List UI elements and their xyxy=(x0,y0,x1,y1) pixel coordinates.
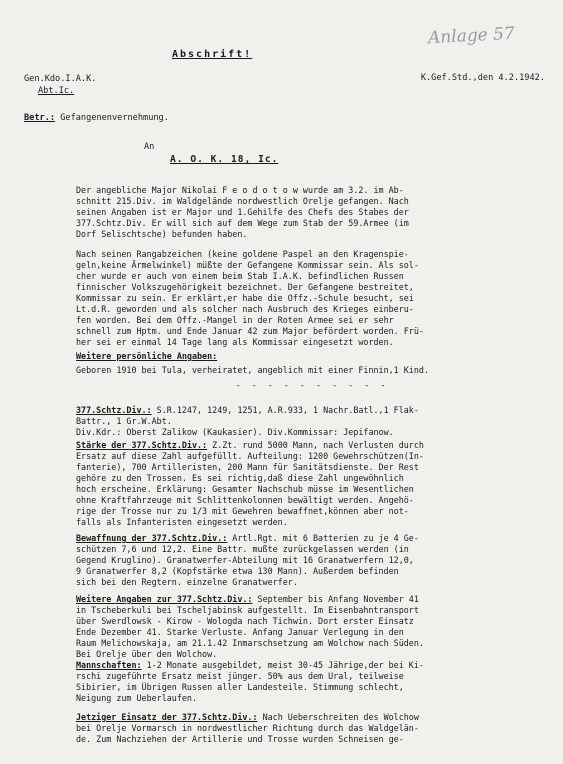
text-line: Der angebliche Major Nikolai F e o d o t o w wurde am 3.2. im Ab- xyxy=(76,185,404,195)
section-label: Weitere Angaben zur 377.Schtz.Div.: xyxy=(76,594,253,604)
subject-text: Gefangenenvernehmung. xyxy=(60,113,169,123)
text-line: Battr., 1 Gr.W.Abt. xyxy=(76,416,172,426)
text-line: Z.Zt. rund 5000 Mann, nach Verlusten durch xyxy=(207,440,424,450)
text-line: cher wurde er auch von einem beim Stab I.A.K. befindlichen Russen xyxy=(76,271,404,281)
text-line: Ersatz auf diese Zahl aufgefüllt. Aufteilung: 1200 Gewehrschützen(In- xyxy=(76,451,424,461)
text-line: Nach seinen Rangabzeichen (keine goldene Paspel an den Kragenspie- xyxy=(76,249,409,259)
document-title: Abschrift! xyxy=(172,49,253,60)
section-label: Mannschaften: xyxy=(76,660,142,670)
paragraph-rank xyxy=(76,249,548,348)
sender-line: Gen.Kdo.I.A.K. xyxy=(24,74,97,84)
recipient-name: A. O. K. 18, Ic. xyxy=(170,154,279,165)
recipient-prefix: An xyxy=(144,142,155,152)
division-section-4 xyxy=(76,660,548,704)
text-line: geln,keine Ärmelwinkel) müßte der Gefangene Kommissar sein. Als sol- xyxy=(76,260,419,270)
sender-block xyxy=(24,73,96,97)
text-line: Artl.Rgt. mit 6 Batterien zu je 4 Ge- xyxy=(227,533,419,543)
text-line: Div.Kdr.: Oberst Zalikow (Kaukasier). Div.Kommissar: Jepifanow. xyxy=(76,427,394,437)
text-line: September bis Anfang November 41 xyxy=(252,594,419,604)
text-line: über Swerdlowsk - Kirow - Wologda nach Tichwin. Dort erster Einsatz xyxy=(76,616,414,626)
subject-label: Betr.: xyxy=(24,113,56,123)
text-line: 377.Schtz.Div. Er will sich auf dem Wege zum Stab der 59.Armee (im xyxy=(76,218,409,228)
text-line: Geboren 1910 bei Tula, verheiratet, angeblich mit einer Finnin,1 Kind. xyxy=(76,365,429,375)
section-label: 377.Schtz.Div.: xyxy=(76,405,152,415)
paragraph-capture xyxy=(76,185,548,240)
text-line: rige der Trosse nur zu 1/3 mit Gewehren bewaffnet,können aber not- xyxy=(76,506,409,516)
text-line: Bei Orelje über den Wolchow. xyxy=(76,649,218,659)
text-line: in Tscheberkuli bei Tscheljabinsk aufgestellt. Im Eisenbahntransport xyxy=(76,605,419,615)
division-section-1 xyxy=(76,440,548,528)
subject-line xyxy=(24,113,169,123)
text-line: Raum Melichowskaja, am 21.1.42 Inmarschsetzung am Wolchow nach Süden. xyxy=(76,638,424,648)
text-line: gehöre zu den Trossen. Es sei richtig,daß diese Zahl ungewöhnlich xyxy=(76,473,404,483)
section-label: Jetziger Einsatz der 377.Schtz.Div.: xyxy=(76,712,258,722)
text-line: rschi zugeführte Ersatz meist jünger. 50% aus dem Ural, teilweise xyxy=(76,671,404,681)
section-label: Stärke der 377.Schtz.Div.: xyxy=(76,440,208,450)
text-line: hoch erscheine. Erklärung: Gesamter Nachschub müsse im Wesentlichen xyxy=(76,484,414,494)
personal-section xyxy=(76,351,548,391)
text-line: schützen 7,6 und 12,2. Eine Battr. mußte zurückgelassen werden (in xyxy=(76,544,409,554)
text-line: falls als Infanteristen eingesetzt werden. xyxy=(76,517,288,527)
division-section-0 xyxy=(76,405,548,438)
division-section-5 xyxy=(76,712,548,745)
text-line: sich bei den Regtern. einzelne Granatwerfer. xyxy=(76,577,298,587)
text-line: de. Zum Nachziehen der Artillerie und Trosse wurden Schneisen ge- xyxy=(76,734,404,744)
place-date: K.Gef.Std.,den 4.2.1942. xyxy=(420,73,545,83)
text-line: Neigung zum Ueberlaufen. xyxy=(76,693,198,703)
text-line: her sei er einmal 14 Tage lang als Kommissar eingesetzt worden. xyxy=(76,337,394,347)
text-line: schnitt 215.Div. im Waldgelände nordwestlich Orelje gefangen. Nach xyxy=(76,196,409,206)
text-line: 1-2 Monate ausgebildet, meist 30-45 Jährige,der bei Ki- xyxy=(141,660,424,670)
text-line: S.R.1247, 1249, 1251, A.R.933, 1 Nachr.Batl.,1 Flak- xyxy=(151,405,419,415)
section-label: Bewaffnung der 377.Schtz.Div.: xyxy=(76,533,228,543)
text-line: 9 Granatwerfer 8,2 (Kopfstärke etwa 130 Mann). Außerdem befinden xyxy=(76,566,399,576)
text-line: Kommissar zu sein. Er erklärt,er habe die Offz.-Schule besucht, sei xyxy=(76,293,414,303)
division-section-3 xyxy=(76,594,548,660)
text-line: finnischer Volkszugehörigkeit bezeichnet. Der Gefangene bestreitet, xyxy=(76,282,414,292)
section-heading: Weitere persönliche Angaben: xyxy=(76,351,218,361)
text-line: ohne Kraftfahrzeuge mit Schlittenkolonnen bewältigt werden. Angehö- xyxy=(76,495,414,505)
text-line: Sibirier, im Übrigen Russen aller Landesteile. Stimmung schlecht, xyxy=(76,682,404,692)
text-line: Ende Dezember 41. Starke Verluste. Anfang Januar Verlegung in den xyxy=(76,627,404,637)
text-line: Dorf Selischtsche) befunden haben. xyxy=(76,229,248,239)
text-line: fen worden. Bei dem Offz.-Mangel in der Roten Armee sei er sehr xyxy=(76,315,394,325)
division-section-2 xyxy=(76,533,548,588)
text-line: seinen Angaben ist er Major und 1.Gehilfe des Chefs des Stabes der xyxy=(76,207,409,217)
separator-line: - - - - - - - - - - xyxy=(235,380,389,390)
text-line: bei Orelje Vormarsch in nordwestlicher Richtung durch das Waldgelän- xyxy=(76,723,419,733)
sender-department: Abt.Ic. xyxy=(38,86,75,96)
handwritten-annotation: Anlage 57 xyxy=(427,23,516,49)
text-line: schnell zum Hptm. und Ende Januar 42 zum Major befördert worden. Frü- xyxy=(76,326,424,336)
text-line: Lt.d.R. geworden und als solcher nach Ausbruch des Krieges einberu- xyxy=(76,304,414,314)
text-line: fanterie), 700 Artilleristen, 200 Mann für Sanitätsdienste. Der Rest xyxy=(76,462,419,472)
text-line: Nach Ueberschreiten des Wolchow xyxy=(257,712,419,722)
text-line: Gegend Kruglino). Granatwerfer-Abteilung mit 16 Granatwerfern 12,0, xyxy=(76,555,414,565)
